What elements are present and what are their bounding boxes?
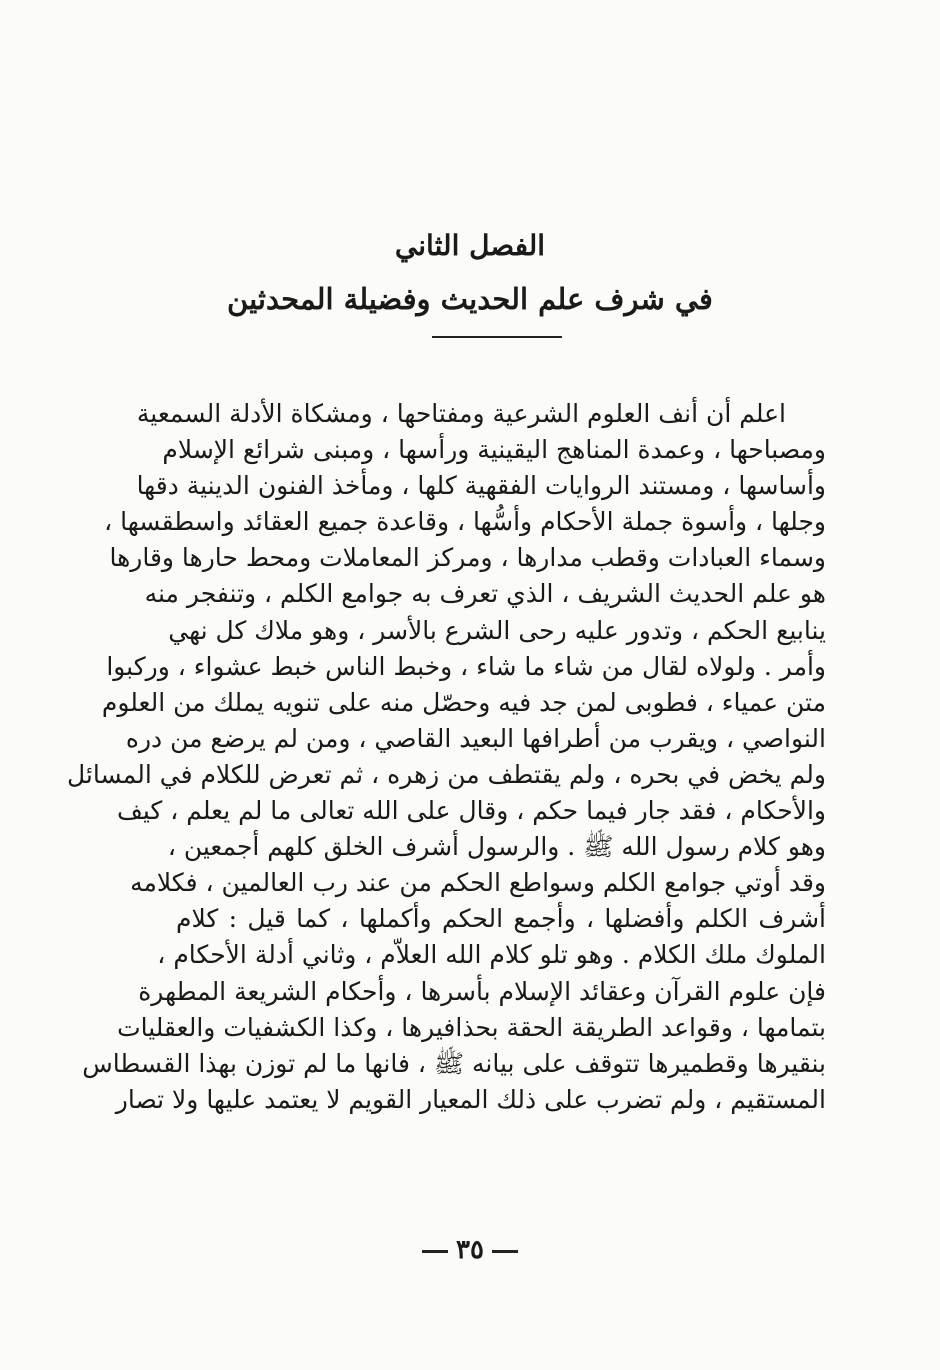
page-number [0, 1232, 940, 1268]
text-line: المستقيم ، ولم تضرب على ذلك المعيار القويم لا يعتمد عليها ولا تصار [115, 1084, 826, 1114]
text-line: فإن علوم القرآن وعقائد الإسلام بأسرها ، وأحكام الشريعة المطهرة [138, 976, 826, 1006]
text-line: وأساسها ، ومستند الروايات الفقهية كلها ، ومأخذ الفنون الدينية دقها [136, 471, 826, 501]
page-number-dash-left [422, 1250, 448, 1253]
text-line: ينابيع الحكم ، وتدور عليه رحى الشرع بالأسر ، وهو ملاك كل نهي [168, 615, 826, 645]
text-line: النواصي ، ويقرب من أطرافها البعيد القاصي ، ومن لم يرضع من دره [125, 723, 826, 753]
text-line: وسماء العبادات وقطب مدارها ، ومركز المعاملات ومحط حارها وقارها [109, 543, 826, 573]
text-line: الملوك ملك الكلام . وهو تلو كلام الله العلاّم ، وثاني أدلة الأحكام ، [157, 940, 826, 970]
page-number-dash-right [492, 1250, 518, 1253]
text-line: ومصباحها ، وعمدة المناهج اليقينية ورأسها ، ومبنى شرائع الإسلام [162, 435, 826, 465]
text-line: ولم يخض في بحره ، ولم يقتطف من زهره ، ثم تعرض للكلام في المسائل [67, 759, 826, 789]
chapter-subtitle: في شرف علم الحديث وفضيلة المحدثين [227, 282, 713, 316]
text-line: هو علم الحديث الشريف ، الذي تعرف به جوامع الكلم ، وتنفجر منه [144, 579, 826, 609]
text-line: بنقيرها وقطميرها تتوقف على بيانه ﷺ ، فانها ما لم توزن بهذا القسطاس [82, 1048, 826, 1078]
text-line: والأحكام ، فقد جار فيما حكم ، وقال على الله تعالى ما لم يعلم ، كيف [116, 796, 826, 826]
title-divider [432, 336, 562, 338]
text-line: وهو كلام رسول الله ﷺ . والرسول أشرف الخلق كلهم أجمعين ، [167, 832, 826, 862]
text-line: أشرف الكلم وأفضلها ، وأجمع الحكم وأكملها ، كما قيل : كلام [176, 904, 826, 934]
text-line: وجلها ، وأسوة جملة الأحكام وأسُّها ، وقاعدة جميع العقائد واسطقسها ، [104, 507, 826, 537]
chapter-title: الفصل الثاني [394, 229, 546, 262]
text-line: اعلم أن أنف العلوم الشرعية ومفتاحها ، ومشكاة الأدلة السمعية [136, 399, 786, 428]
text-line: متن عمياء ، فطوبى لمن جد فيه وحصّل منه على تنويه يملك من العلوم [101, 687, 826, 717]
body-text [67, 396, 826, 1118]
text-line: بتمامها ، وقواعد الطريقة الحقة بحذافيرها ، وكذا الكشفيات والعقليات [117, 1012, 826, 1042]
text-line: وأمر . ولولاه لقال من شاء ما شاء ، وخبط الناس خبط عشواء ، وركبوا [106, 651, 826, 681]
text-line: وقد أوتي جوامع الكلم وسواطع الحكم من عند رب العالمين ، فكلامه [130, 868, 826, 898]
page-number-value: ٣٥ [456, 1235, 484, 1265]
